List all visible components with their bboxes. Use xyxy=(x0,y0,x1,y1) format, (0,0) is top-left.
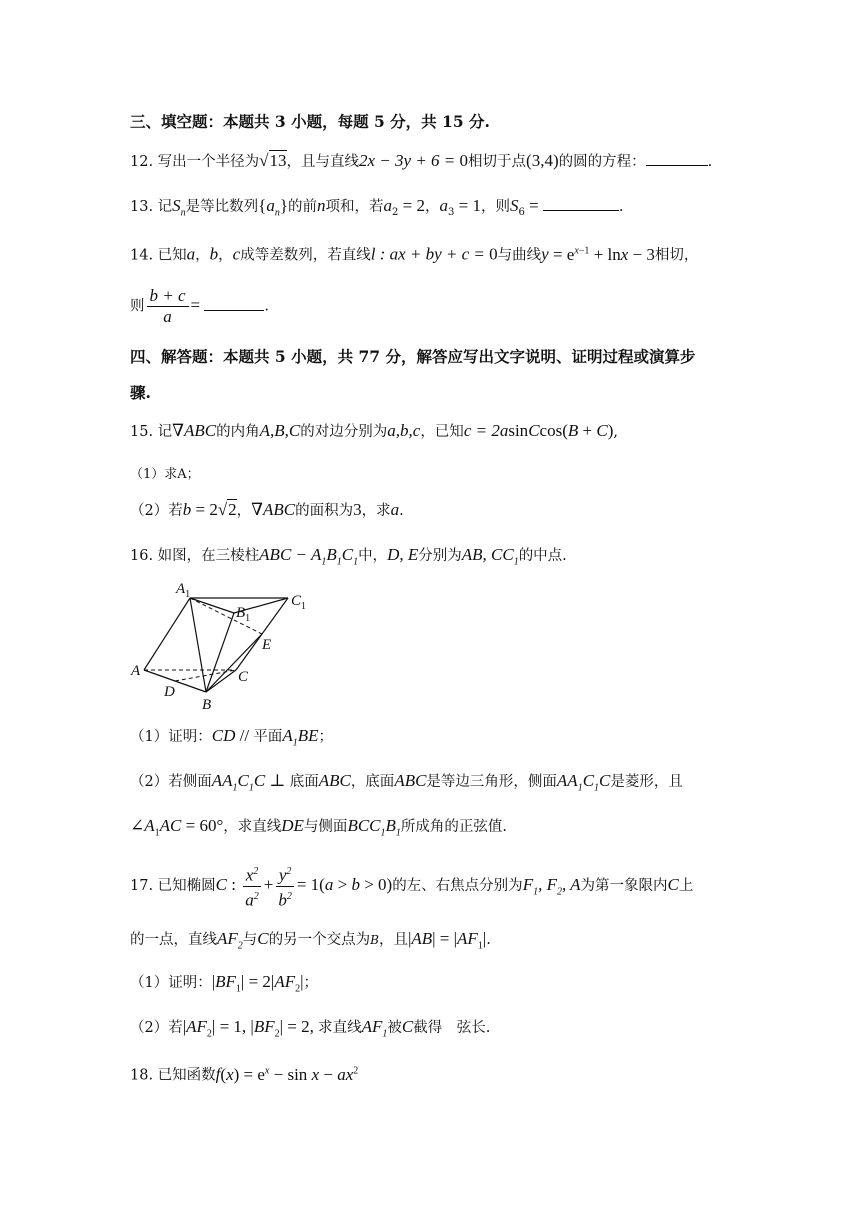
label-b1: $B_1$ xyxy=(236,605,251,624)
question-13: 13. 记$S_n$是等比数列$\{a_n\}$的前n项和，若$a_2 = 2$，$a_3 = 1$，则$S_6$ = . xyxy=(130,196,624,219)
question-16-part-2-cont: $\angle A_1AC = 60^\circ$，求直线DE与侧面$BCC_1B_1$所成角的正弦值. xyxy=(130,816,507,839)
edge-b1b xyxy=(206,613,234,692)
label-e: E xyxy=(262,637,272,653)
label-a1: $A_1$ xyxy=(176,581,191,600)
question-16: 16. 如图，在三棱柱ABC − $A_1B_1C_1$中，D, E分别为AB, $CC_1$的中点. xyxy=(130,545,567,568)
question-17-part-1: （1）证明：$|BF_1| = 2|AF_2|$； xyxy=(130,972,319,995)
question-17-cont: 的一点，直线$AF_2$与C的另一个交点为B，且$|AB| = |AF_1|$. xyxy=(130,929,491,952)
question-18: 18. 已知函数$f(x) = e^x - \sin x - ax^2$ xyxy=(130,1064,359,1084)
label-c1: $C_1$ xyxy=(291,593,307,612)
section-heading-fill: 三、填空题：本题共 3 小题，每题 5 分，共 15 分. xyxy=(130,112,490,131)
question-15: 15. 记∇ABC的内角A,B,C的对边分别为a,b,c，已知c = 2asinCcos(B + C), xyxy=(130,421,618,440)
edge-dc-hidden xyxy=(175,670,236,681)
question-15-part-2: （2）若b = 2√2，∇ABC的面积为3，求a. xyxy=(130,500,404,519)
edge-a1b1 xyxy=(190,598,234,613)
edge-be xyxy=(206,634,262,692)
question-17-part-2: （2）若$|AF_2| = 1$, $|BF_2| = 2$, 求直线$AF_1$被C截得 弦长. xyxy=(130,1017,491,1040)
question-16-part-1: （1）证明：CD // 平面$A_1BE$； xyxy=(130,726,333,749)
label-a: A xyxy=(131,663,141,679)
question-12: 12. 写出一个半径为√13，且与直线2x − 3y + 6 = 0相切于点(3,4)的圆的方程： . xyxy=(130,151,713,170)
label-d: D xyxy=(164,684,175,700)
question-14-cont: 则 $\frac{b + c}{a}$ = . xyxy=(130,286,269,326)
section-heading-answer: 四、解答题：本题共 5 小题，共 77 分，解答应写出文字说明、证明过程或演算步 xyxy=(130,347,696,366)
question-14: 14. 已知a，b，c成等差数列，若直线l : ax + by + c = 0与曲线$y = e^{x-1} + \ln x - 3$相切， xyxy=(130,244,699,264)
edge-a1e-hidden xyxy=(190,598,262,634)
prism-figure xyxy=(130,576,320,714)
label-c: C xyxy=(238,669,249,685)
question-16-part-2: （2）若侧面$AA_1C_1C$ ⊥ 底面ABC，底面ABC是等边三角形，侧面$AA_1C_1C$是菱形，且 xyxy=(130,771,683,794)
edge-a1a xyxy=(144,598,190,670)
question-15-part-1: （1）求A； xyxy=(130,467,200,482)
section-heading-answer-cont: 骤. xyxy=(130,383,151,402)
label-b: B xyxy=(202,697,212,713)
question-17: 17. 已知椭圆C : $\frac{x^2}{a^2}$ + $\frac{y^2}{b^2}$ = 1(a > b > 0)的左、右焦点分别为$F_1$, $F_2$, A为第一象限内C上 xyxy=(130,862,693,910)
